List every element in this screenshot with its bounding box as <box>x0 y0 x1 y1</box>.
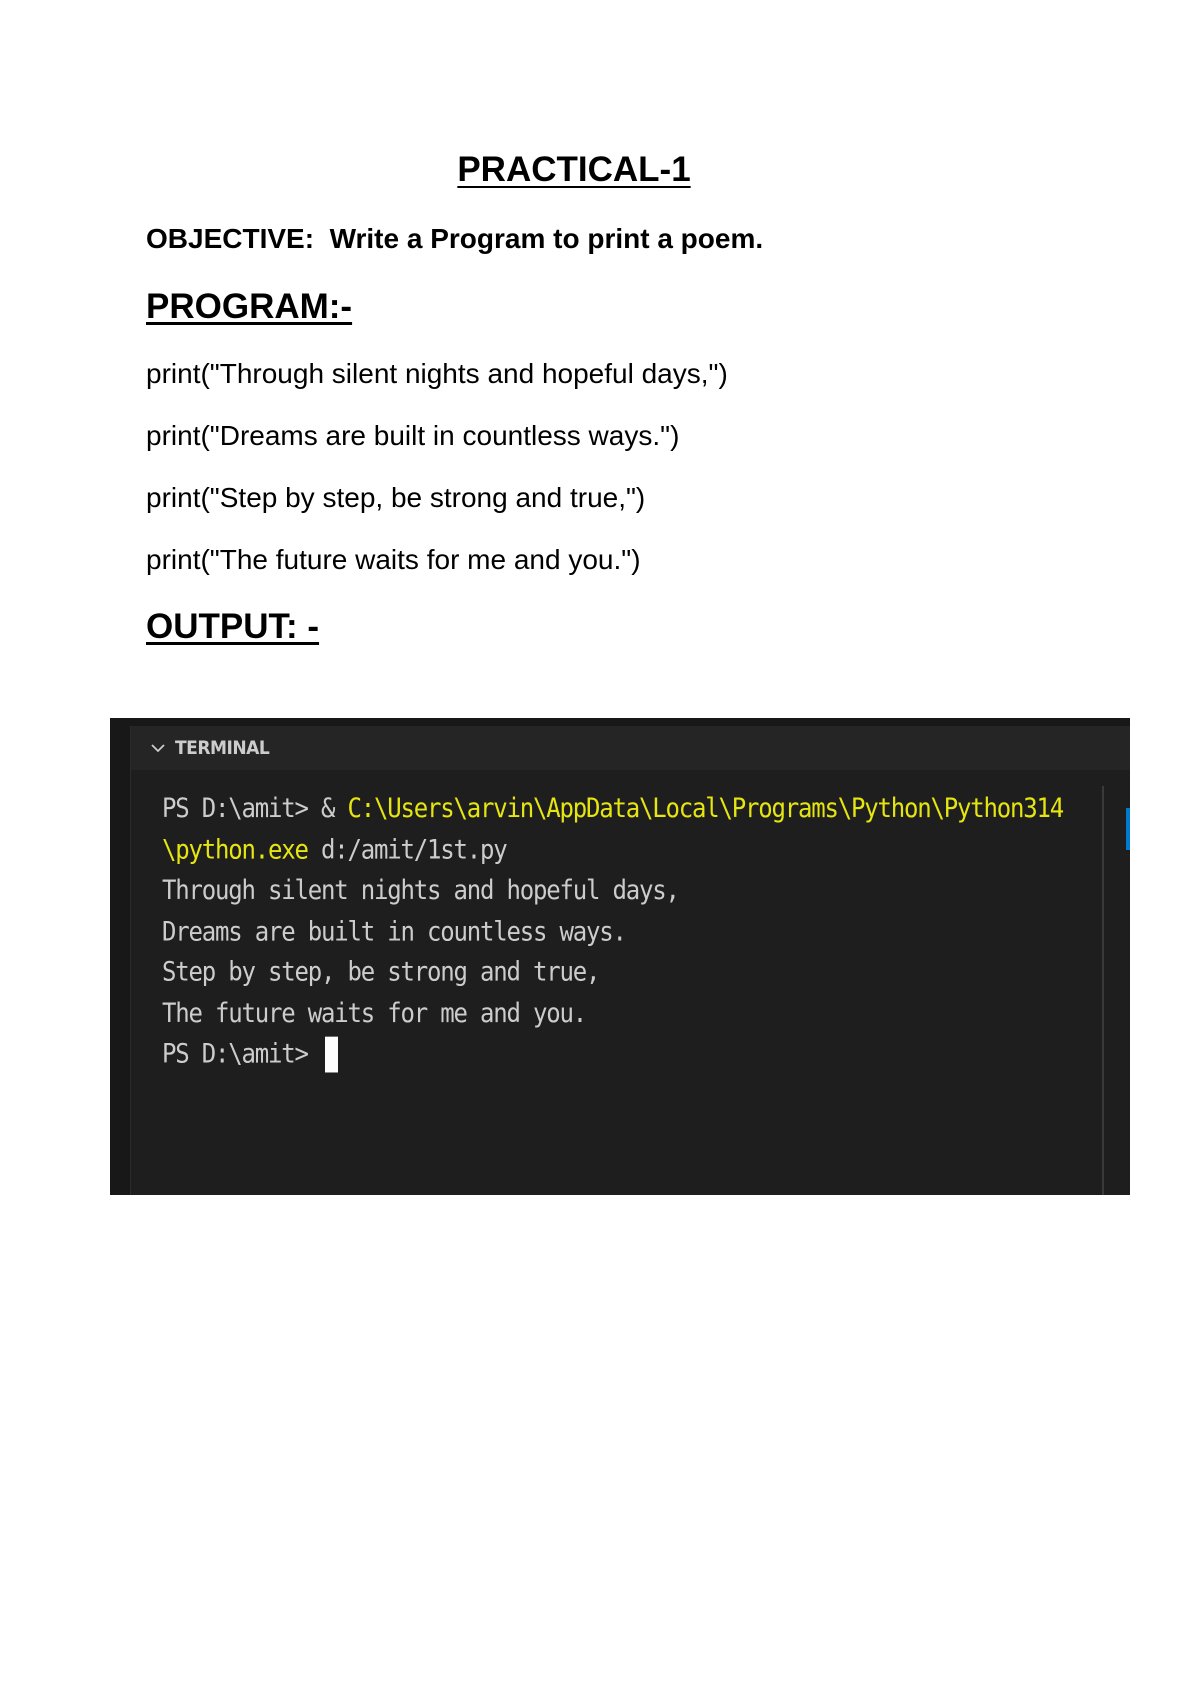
output-line: The future waits for me and you. <box>162 996 586 1029</box>
script-argument: d:/amit/1st.py <box>307 833 507 865</box>
chevron-down-icon[interactable] <box>147 737 169 759</box>
output-line: Step by step, be strong and true, <box>162 956 600 988</box>
call-operator: & <box>321 792 348 824</box>
prompt-line <box>162 1033 1063 1074</box>
code-line: print("Step by step, be strong and true,") <box>146 482 646 513</box>
output-line: Through silent nights and hopeful days, <box>162 874 679 906</box>
code-line: print("Dreams are built in countless ways.") <box>146 420 680 451</box>
terminal-screenshot <box>110 718 1130 1195</box>
python-exe: \python.exe <box>162 833 308 865</box>
panel-divider <box>130 718 1130 726</box>
python-path: C:\Users\arvin\AppData\Local\Programs\Python\Python314 <box>347 792 1063 824</box>
command-line-wrap <box>162 829 1063 870</box>
terminal-output[interactable] <box>162 788 1063 1074</box>
page-title: PRACTICAL-1 <box>457 150 691 189</box>
prompt: PS D:\amit> <box>162 1037 321 1070</box>
scrollbar-thumb[interactable] <box>1126 808 1130 850</box>
objective-text: OBJECTIVE: Write a Program to print a poem. <box>146 223 764 254</box>
terminal-panel-title[interactable]: TERMINAL <box>175 737 270 759</box>
terminal-panel-header[interactable] <box>131 726 1130 770</box>
output-line: Dreams are built in countless ways. <box>162 915 626 947</box>
prompt: PS D:\amit> <box>162 792 321 824</box>
cursor <box>325 1037 338 1073</box>
command-line <box>162 788 1063 829</box>
output-heading: OUTPUT: - <box>146 607 320 646</box>
code-line: print("The future waits for me and you.") <box>146 544 641 575</box>
activity-gutter <box>110 718 131 1195</box>
code-line: print("Through silent nights and hopeful days,") <box>146 358 728 389</box>
terminal-scrollbar[interactable] <box>1102 786 1130 1195</box>
program-heading: PROGRAM:- <box>146 287 353 326</box>
program-code <box>146 358 728 606</box>
